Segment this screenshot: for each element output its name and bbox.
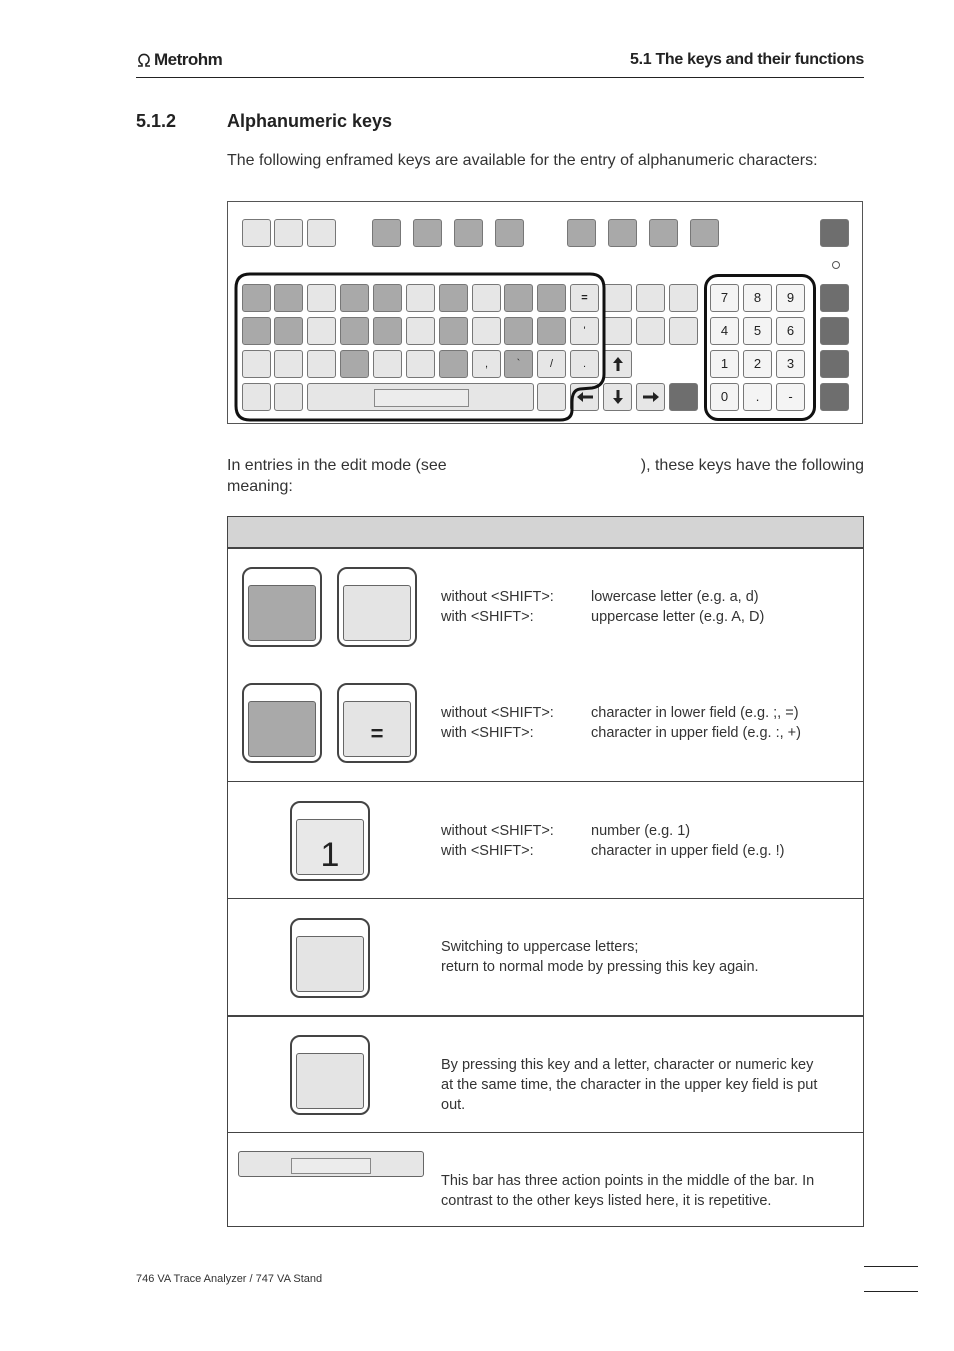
table-row: By pressing this key and a letter, character or numeric key at the same time, the character in the upper key field is put out. (441, 1057, 818, 1113)
numpad-key: - (776, 383, 805, 411)
numpad-frame (704, 274, 816, 421)
paragraph-left: In entries in the edit mode (see (227, 457, 447, 474)
row-divider (228, 1015, 863, 1017)
header-rule (136, 77, 864, 78)
numpad-key: 0 (710, 383, 739, 411)
row-divider (228, 1132, 863, 1133)
footer-product: 746 VA Trace Analyzer / 747 VA Stand (136, 1273, 323, 1285)
caps-lock-key (290, 918, 370, 998)
table-row: without <SHIFT>: character in lower field (e.g. ;, =) with <SHIFT>: character in upper field (e.g. :, +) (441, 705, 801, 741)
paragraph-right: ), these keys have the following (640, 457, 864, 474)
brand-name: Metrohm (154, 50, 223, 69)
numpad-key: 2 (743, 350, 772, 378)
character-key-dark (242, 683, 322, 763)
numpad-key: 8 (743, 284, 772, 312)
table-row: This bar has three action points in the middle of the bar. In contrast to the other keys listed here, it is repetitive. (441, 1173, 815, 1209)
footer-rule (864, 1291, 918, 1292)
key-slash: / (537, 350, 566, 378)
row-divider (228, 781, 863, 782)
key-equals: = (570, 284, 599, 312)
numpad-key: 7 (710, 284, 739, 312)
row-divider (228, 898, 863, 899)
intro-text: The following enframed keys are available for the entry of alphanumeric characters: (227, 152, 818, 169)
key-comma: , (472, 350, 501, 378)
table-row: Switching to uppercase letters; return to normal mode by pressing this key again. (441, 939, 759, 975)
space-bar (238, 1151, 424, 1177)
section-number: 5.1.2 (136, 111, 177, 131)
numeric-key-1: 1 (290, 801, 370, 881)
table-header (228, 517, 863, 549)
edit-mode-paragraph (227, 455, 864, 497)
key-meaning-table (227, 516, 864, 1227)
table-row: without <SHIFT>: number (e.g. 1) with <SHIFT>: character in upper field (e.g. !) (441, 823, 785, 859)
numpad-key: 1 (710, 350, 739, 378)
omega-icon (136, 53, 152, 67)
letter-key-light (337, 567, 417, 647)
footer-rule (864, 1266, 918, 1267)
numpad-key: 5 (743, 317, 772, 345)
numpad-key: 9 (776, 284, 805, 312)
key-backtick: ` (504, 350, 533, 378)
letter-key-dark (242, 567, 322, 647)
key-period: . (570, 350, 599, 378)
section-title: Alphanumeric keys (227, 111, 393, 131)
shift-key (290, 1035, 370, 1115)
equals-key: = (337, 683, 417, 763)
header-section-title: 5.1 The keys and their functions (629, 51, 864, 68)
numpad-key: 6 (776, 317, 805, 345)
numpad-key: 3 (776, 350, 805, 378)
numpad-key: 4 (710, 317, 739, 345)
paragraph-tail: meaning: (227, 478, 293, 495)
keyboard-diagram (227, 201, 863, 424)
table-row: without <SHIFT>: lowercase letter (e.g. a, d) with <SHIFT>: uppercase letter (e.g. A, D) (441, 589, 765, 625)
numpad-key: . (743, 383, 772, 411)
space-bar-center (291, 1158, 371, 1174)
brand-logo (136, 50, 222, 70)
key-apostrophe: ' (570, 317, 599, 345)
